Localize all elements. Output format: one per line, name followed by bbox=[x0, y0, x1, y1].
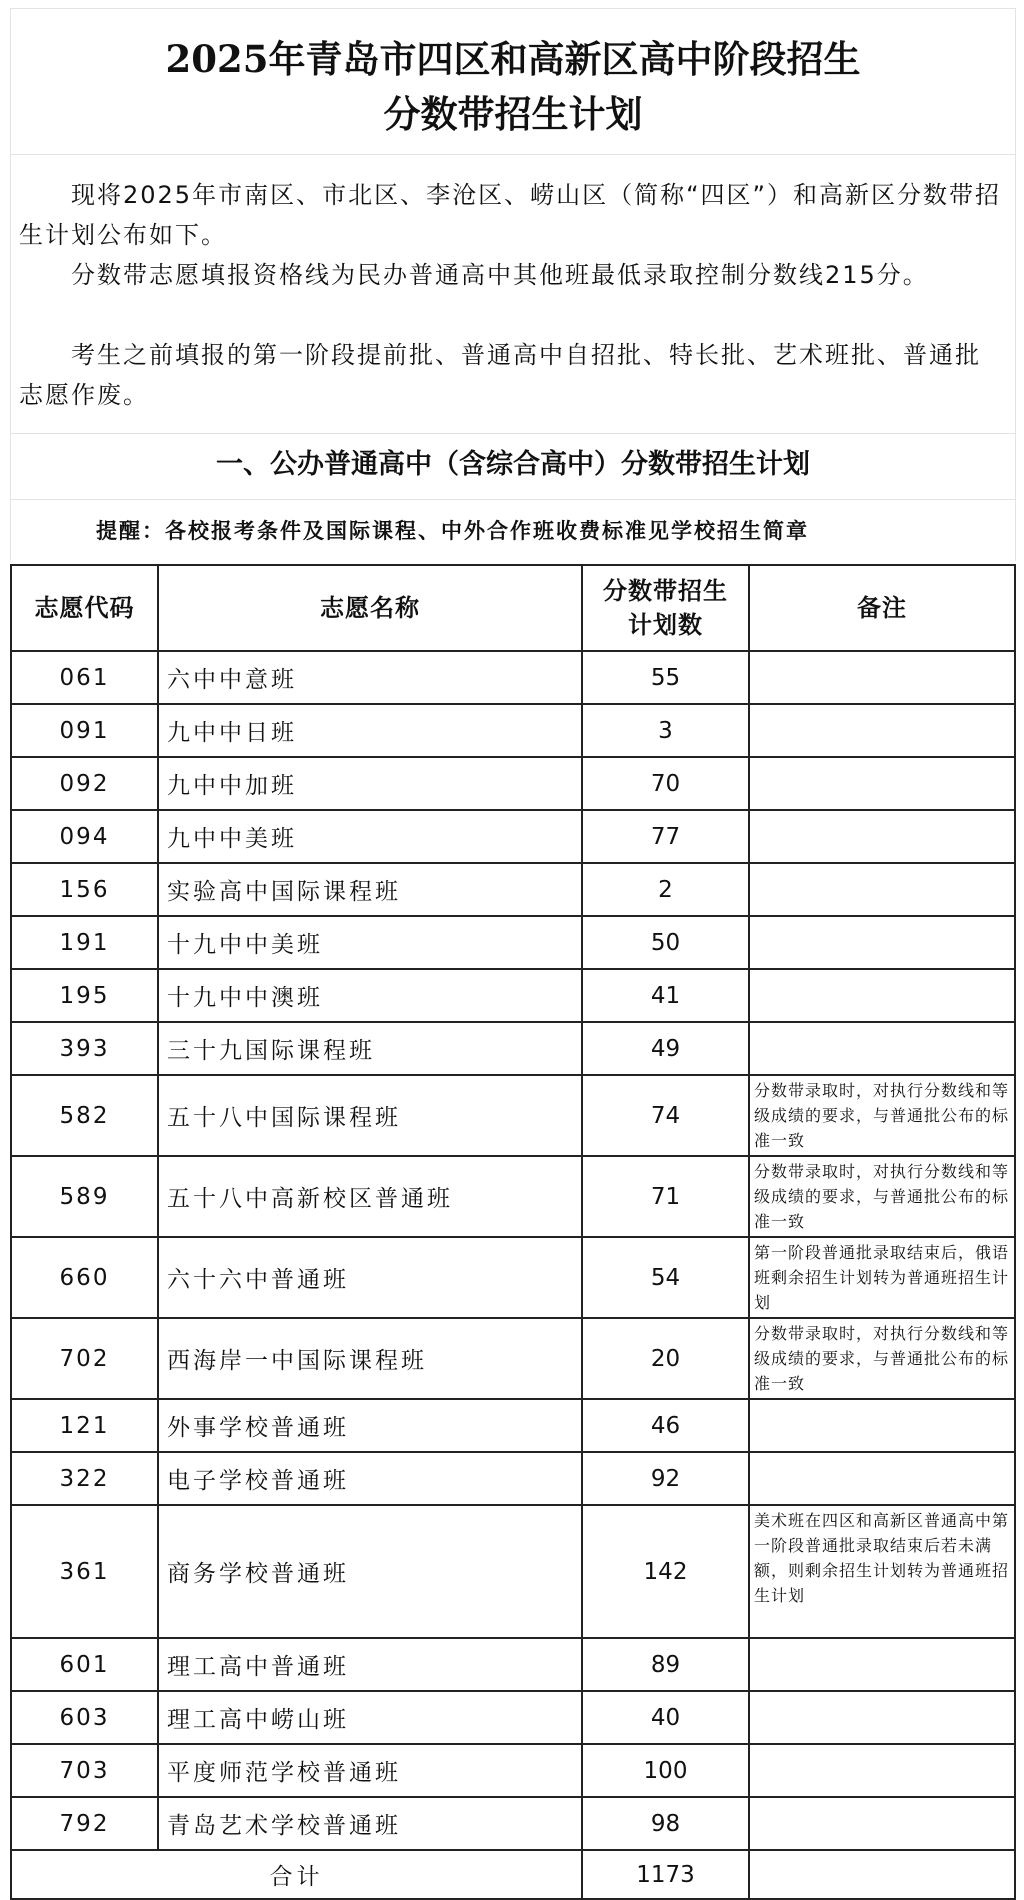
intro-paragraph-2: 分数带志愿填报资格线为民办普通高中其他班最低录取控制分数线215分。 bbox=[19, 261, 929, 289]
row-name: 十九中中澳班 bbox=[158, 969, 582, 1022]
row-quota: 89 bbox=[582, 1638, 749, 1691]
section-title: 一、公办普通高中（含综合高中）分数带招生计划 bbox=[216, 449, 810, 480]
row-note: 分数带录取时，对执行分数线和等级成绩的要求，与普通批公布的标准一致 bbox=[749, 1075, 1015, 1156]
row-quota: 92 bbox=[582, 1452, 749, 1505]
row-note bbox=[749, 1744, 1015, 1797]
row-note bbox=[749, 863, 1015, 916]
row-code: 589 bbox=[11, 1156, 158, 1237]
row-quota: 46 bbox=[582, 1399, 749, 1452]
table-row bbox=[11, 651, 1015, 704]
table-row bbox=[11, 1075, 1015, 1156]
header-note: 备注 bbox=[749, 565, 1015, 651]
total-note bbox=[749, 1850, 1015, 1899]
row-name: 外事学校普通班 bbox=[158, 1399, 582, 1452]
row-name: 实验高中国际课程班 bbox=[158, 863, 582, 916]
row-quota: 77 bbox=[582, 810, 749, 863]
table-row bbox=[11, 969, 1015, 1022]
table-row bbox=[11, 1156, 1015, 1237]
table-row bbox=[11, 1399, 1015, 1452]
row-note: 美术班在四区和高新区普通高中第一阶段普通批录取结束后若未满额，则剩余招生计划转为普通班招生计划 bbox=[749, 1505, 1015, 1638]
row-code: 601 bbox=[11, 1638, 158, 1691]
row-quota: 55 bbox=[582, 651, 749, 704]
row-code: 091 bbox=[11, 704, 158, 757]
table-row bbox=[11, 863, 1015, 916]
row-note bbox=[749, 1797, 1015, 1850]
row-name: 六中中意班 bbox=[158, 651, 582, 704]
table-row bbox=[11, 1638, 1015, 1691]
table-header-row bbox=[11, 565, 1015, 651]
row-quota: 3 bbox=[582, 704, 749, 757]
row-note bbox=[749, 1022, 1015, 1075]
row-code: 156 bbox=[11, 863, 158, 916]
row-code: 191 bbox=[11, 916, 158, 969]
row-name: 西海岸一中国际课程班 bbox=[158, 1318, 582, 1399]
row-quota: 70 bbox=[582, 757, 749, 810]
table-row bbox=[11, 1022, 1015, 1075]
row-quota: 20 bbox=[582, 1318, 749, 1399]
row-code: 121 bbox=[11, 1399, 158, 1452]
row-name: 理工高中崂山班 bbox=[158, 1691, 582, 1744]
row-quota: 142 bbox=[582, 1505, 749, 1638]
row-code: 361 bbox=[11, 1505, 158, 1638]
row-note bbox=[749, 916, 1015, 969]
row-code: 094 bbox=[11, 810, 158, 863]
table-row bbox=[11, 1691, 1015, 1744]
table-row bbox=[11, 1797, 1015, 1850]
row-name: 九中中美班 bbox=[158, 810, 582, 863]
document-title-line1: 2025年青岛市四区和高新区高中阶段招生 bbox=[165, 37, 861, 81]
row-note: 第一阶段普通批录取结束后，俄语班剩余招生计划转为普通班招生计划 bbox=[749, 1237, 1015, 1318]
row-name: 九中中加班 bbox=[158, 757, 582, 810]
row-quota: 41 bbox=[582, 969, 749, 1022]
row-code: 061 bbox=[11, 651, 158, 704]
row-quota: 49 bbox=[582, 1022, 749, 1075]
row-note bbox=[749, 1399, 1015, 1452]
row-quota: 54 bbox=[582, 1237, 749, 1318]
row-note bbox=[749, 1691, 1015, 1744]
row-code: 393 bbox=[11, 1022, 158, 1075]
reminder-block bbox=[10, 499, 1016, 561]
row-code: 322 bbox=[11, 1452, 158, 1505]
row-note bbox=[749, 1452, 1015, 1505]
row-code: 702 bbox=[11, 1318, 158, 1399]
row-note bbox=[749, 810, 1015, 863]
row-note bbox=[749, 651, 1015, 704]
row-note: 分数带录取时，对执行分数线和等级成绩的要求，与普通批公布的标准一致 bbox=[749, 1318, 1015, 1399]
row-note: 分数带录取时，对执行分数线和等级成绩的要求，与普通批公布的标准一致 bbox=[749, 1156, 1015, 1237]
table-row bbox=[11, 1505, 1015, 1638]
row-name: 五十八中高新校区普通班 bbox=[158, 1156, 582, 1237]
row-quota: 40 bbox=[582, 1691, 749, 1744]
header-quota bbox=[582, 565, 749, 651]
row-name: 三十九国际课程班 bbox=[158, 1022, 582, 1075]
total-value: 1173 bbox=[582, 1850, 749, 1899]
row-quota: 98 bbox=[582, 1797, 749, 1850]
row-name: 电子学校普通班 bbox=[158, 1452, 582, 1505]
row-name: 商务学校普通班 bbox=[158, 1505, 582, 1638]
table-row bbox=[11, 1318, 1015, 1399]
row-note bbox=[749, 704, 1015, 757]
enrollment-plan-table bbox=[10, 564, 1016, 1900]
table-row bbox=[11, 916, 1015, 969]
row-quota: 2 bbox=[582, 863, 749, 916]
row-quota: 71 bbox=[582, 1156, 749, 1237]
row-code: 195 bbox=[11, 969, 158, 1022]
row-name: 十九中中美班 bbox=[158, 916, 582, 969]
table-row bbox=[11, 1744, 1015, 1797]
row-quota: 100 bbox=[582, 1744, 749, 1797]
row-name: 理工高中普通班 bbox=[158, 1638, 582, 1691]
row-name: 九中中日班 bbox=[158, 704, 582, 757]
row-code: 703 bbox=[11, 1744, 158, 1797]
row-quota: 74 bbox=[582, 1075, 749, 1156]
row-quota: 50 bbox=[582, 916, 749, 969]
total-label: 合计 bbox=[11, 1850, 582, 1899]
document-title-line2: 分数带招生计划 bbox=[383, 92, 643, 136]
title-block bbox=[10, 8, 1016, 155]
row-code: 792 bbox=[11, 1797, 158, 1850]
intro-paragraph-3: 考生之前填报的第一阶段提前批、普通高中自招批、特长批、艺术班批、普通批志愿作废。 bbox=[19, 341, 981, 409]
table-row bbox=[11, 704, 1015, 757]
intro-paragraph-1: 现将2025年市南区、市北区、李沧区、崂山区（简称“四区”）和高新区分数带招生计划公布如下。 bbox=[19, 181, 1001, 249]
table-row bbox=[11, 810, 1015, 863]
row-name: 五十八中国际课程班 bbox=[158, 1075, 582, 1156]
header-code: 志愿代码 bbox=[11, 565, 158, 651]
row-note bbox=[749, 757, 1015, 810]
header-name: 志愿名称 bbox=[158, 565, 582, 651]
row-code: 603 bbox=[11, 1691, 158, 1744]
intro-block bbox=[10, 153, 1016, 434]
section-header bbox=[10, 433, 1016, 500]
header-quota-label: 分数带招生计划数 bbox=[603, 577, 728, 639]
row-name: 平度师范学校普通班 bbox=[158, 1744, 582, 1797]
total-row bbox=[11, 1850, 1015, 1899]
row-code: 660 bbox=[11, 1237, 158, 1318]
table-row bbox=[11, 1452, 1015, 1505]
row-note bbox=[749, 1638, 1015, 1691]
row-name: 六十六中普通班 bbox=[158, 1237, 582, 1318]
table-row bbox=[11, 757, 1015, 810]
reminder-text: 提醒：各校报考条件及国际课程、中外合作班收费标准见学校招生简章 bbox=[96, 519, 809, 543]
row-name: 青岛艺术学校普通班 bbox=[158, 1797, 582, 1850]
row-note bbox=[749, 969, 1015, 1022]
row-code: 092 bbox=[11, 757, 158, 810]
row-code: 582 bbox=[11, 1075, 158, 1156]
table-row bbox=[11, 1237, 1015, 1318]
